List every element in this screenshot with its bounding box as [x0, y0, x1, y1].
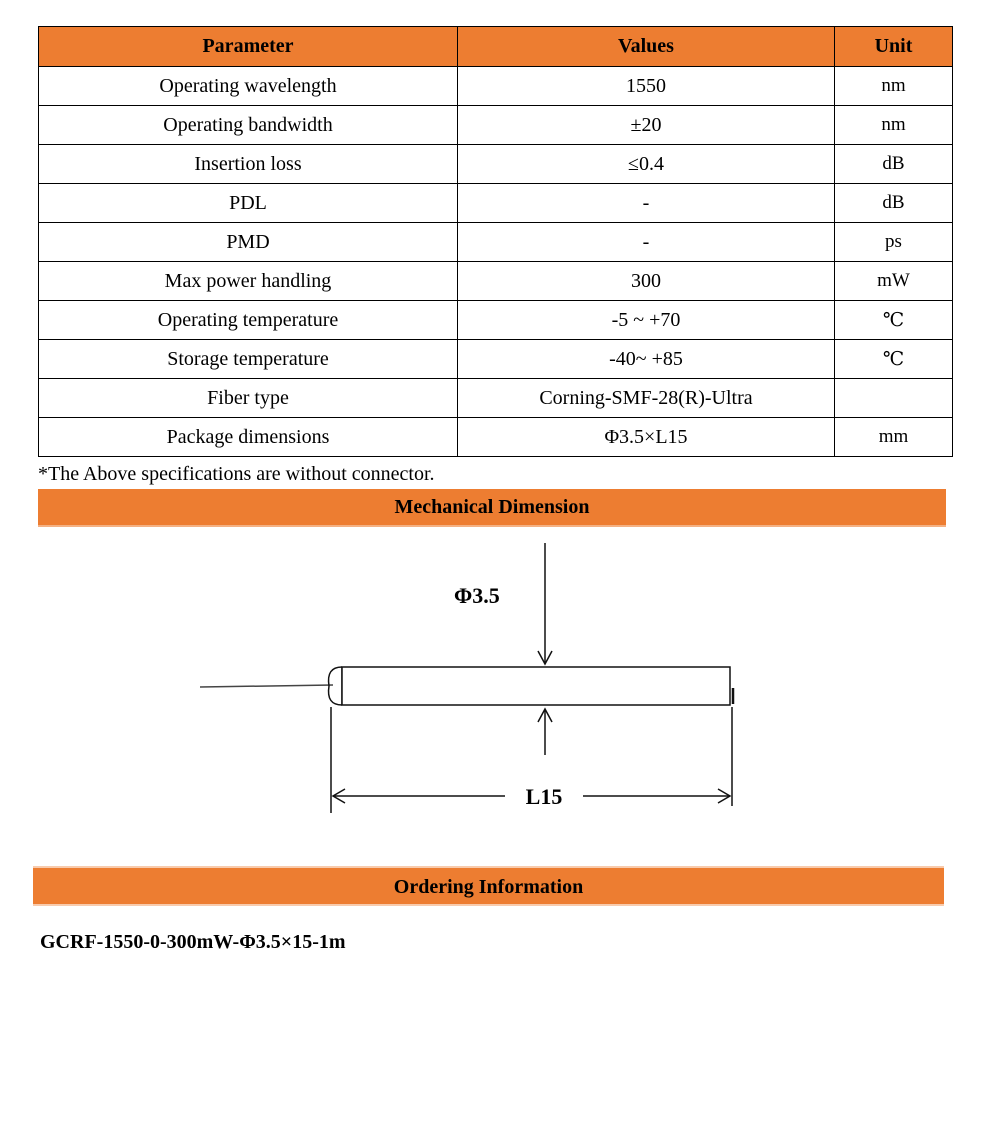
header-parameter: Parameter: [39, 27, 458, 67]
parameter-cell: Operating bandwidth: [39, 106, 458, 145]
table-row: [39, 145, 953, 184]
parameter-cell: Insertion loss: [39, 145, 458, 184]
table-row: [39, 184, 953, 223]
table-row: [39, 340, 953, 379]
package-tube: [342, 667, 730, 705]
diameter-label: Φ3.5: [454, 583, 500, 608]
parameter-cell: Fiber type: [39, 379, 458, 418]
table-row: [39, 223, 953, 262]
value-cell: 1550: [458, 67, 835, 106]
spec-table: [38, 26, 953, 457]
fiber-end-cap: [329, 667, 342, 705]
length-label: L15: [525, 784, 563, 809]
parameter-cell: PMD: [39, 223, 458, 262]
parameter-cell: Package dimensions: [39, 418, 458, 457]
header-values: Values: [458, 27, 835, 67]
parameter-cell: PDL: [39, 184, 458, 223]
unit-cell: nm: [835, 106, 953, 145]
unit-cell: mm: [835, 418, 953, 457]
table-row: [39, 106, 953, 145]
parameter-cell: Operating wavelength: [39, 67, 458, 106]
unit-cell: ℃: [835, 301, 953, 340]
table-row: [39, 301, 953, 340]
unit-cell: ℃: [835, 340, 953, 379]
mechanical-dimension-header: Mechanical Dimension: [38, 489, 946, 527]
table-row: [39, 379, 953, 418]
unit-cell: dB: [835, 184, 953, 223]
value-cell: Φ3.5×L15: [458, 418, 835, 457]
value-cell: ±20: [458, 106, 835, 145]
value-cell: -5 ~ +70: [458, 301, 835, 340]
table-row: [39, 262, 953, 301]
unit-cell: [835, 379, 953, 418]
diameter-arrow-bottom: [538, 709, 552, 755]
length-arrow-left: [333, 789, 505, 803]
header-unit: Unit: [835, 27, 953, 67]
ordering-information-header: Ordering Information: [33, 866, 944, 906]
parameter-cell: Max power handling: [39, 262, 458, 301]
value-cell: ≤0.4: [458, 145, 835, 184]
length-arrow-right: [583, 789, 730, 803]
parameter-cell: Operating temperature: [39, 301, 458, 340]
table-header-row: [39, 27, 953, 67]
fiber-pigtail: [200, 685, 333, 687]
mechanical-drawing: [0, 530, 984, 840]
value-cell: 300: [458, 262, 835, 301]
table-row: [39, 418, 953, 457]
unit-cell: dB: [835, 145, 953, 184]
unit-cell: mW: [835, 262, 953, 301]
unit-cell: ps: [835, 223, 953, 262]
value-cell: -40~ +85: [458, 340, 835, 379]
value-cell: Corning-SMF-28(R)-Ultra: [458, 379, 835, 418]
table-row: [39, 67, 953, 106]
spec-footnote: *The Above specifications are without connector.: [38, 463, 435, 485]
unit-cell: nm: [835, 67, 953, 106]
ordering-code: GCRF-1550-0-300mW-Φ3.5×15-1m: [40, 931, 346, 953]
diameter-arrow-top: [538, 543, 552, 664]
value-cell: -: [458, 223, 835, 262]
value-cell: -: [458, 184, 835, 223]
parameter-cell: Storage temperature: [39, 340, 458, 379]
